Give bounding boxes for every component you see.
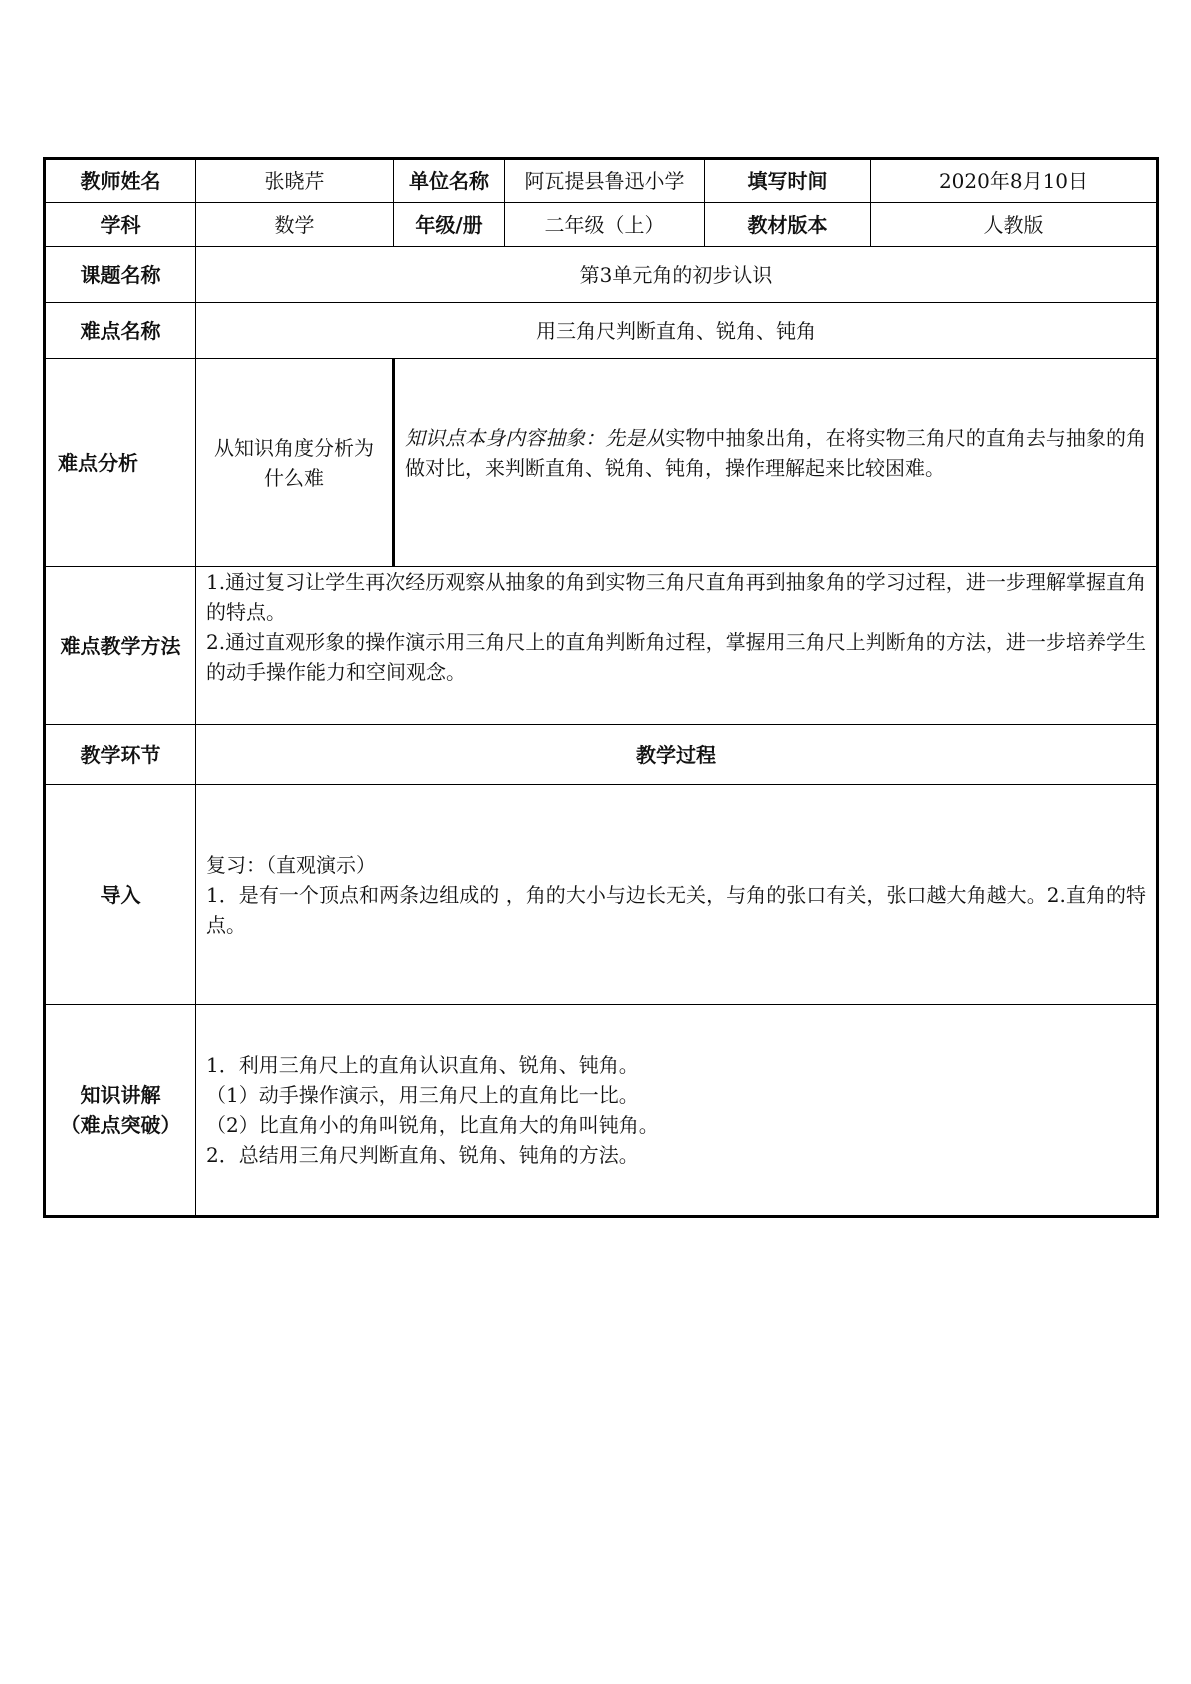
edition-value: 人教版 <box>871 203 1158 247</box>
grade-value: 二年级（上） <box>505 203 705 247</box>
analysis-sub-label: 从知识角度分析为什么难 <box>196 359 394 567</box>
intro-text <box>196 785 1158 1005</box>
method-row <box>45 567 1158 725</box>
teacher-name-label: 教师姓名 <box>45 159 196 203</box>
grade-label: 年级/册 <box>394 203 505 247</box>
explain-line-3: （2）比直角小的角叫锐角，比直角大的角叫钝角。 <box>206 1113 659 1137</box>
explain-line-4: 2．总结用三角尺判断直角、锐角、钝角的方法。 <box>206 1143 639 1167</box>
method-item-2: 2.通过直观形象的操作演示用三角尺上的直角判断角过程，掌握用三角尺上判断角的方法，进一步培养学生的动手操作能力和空间观念。 <box>206 630 1146 684</box>
analysis-text <box>394 359 1158 567</box>
explain-line-2: （1）动手操作演示，用三角尺上的直角比一比。 <box>206 1083 639 1107</box>
process-header-row <box>45 725 1158 785</box>
method-item-1: 1.通过复习让学生再次经历观察从抽象的角到实物三角尺直角再到抽象角的学习过程，进一步理解掌握直角的特点。 <box>206 570 1146 624</box>
explain-text <box>196 1005 1158 1217</box>
subject-value: 数学 <box>196 203 394 247</box>
process-title: 教学过程 <box>196 725 1158 785</box>
difficulty-value: 用三角尺判断直角、锐角、钝角 <box>196 303 1158 359</box>
explain-label <box>45 1005 196 1217</box>
analysis-text-italic: 知识点本身内容抽象：先是从 <box>405 426 666 450</box>
subject-label: 学科 <box>45 203 196 247</box>
fill-date-value: 2020年8月10日 <box>871 159 1158 203</box>
unit-name-label: 单位名称 <box>394 159 505 203</box>
analysis-text-rest: 实物中抽象出角，在将实物三角尺的直角去与抽象的角做对比，来判断直角、锐角、钝角，操作理解起来比较困难。 <box>405 426 1147 480</box>
topic-label: 课题名称 <box>45 247 196 303</box>
method-label: 难点教学方法 <box>45 567 196 725</box>
edition-label: 教材版本 <box>705 203 871 247</box>
method-text <box>196 567 1158 725</box>
intro-row <box>45 785 1158 1005</box>
header-row-2 <box>45 203 1158 247</box>
unit-name-value: 阿瓦提县鲁迅小学 <box>505 159 705 203</box>
header-row-1 <box>45 159 1158 203</box>
intro-line-2: 1．是有一个顶点和两条边组成的 ，角的大小与边长无关，与角的张口有关，张口越大角越大。2.直角的特点。 <box>206 882 1146 937</box>
difficulty-row <box>45 303 1158 359</box>
explain-row <box>45 1005 1158 1217</box>
explain-line-1: 1．利用三角尺上的直角认识直角、锐角、钝角。 <box>206 1053 639 1077</box>
lesson-plan-document <box>43 157 1156 1218</box>
intro-label: 导入 <box>45 785 196 1005</box>
analysis-label: 难点分析 <box>45 359 196 567</box>
teacher-name-value: 张晓芹 <box>196 159 394 203</box>
fill-date-label: 填写时间 <box>705 159 871 203</box>
explain-label-line-1: 知识讲解 <box>80 1083 161 1107</box>
intro-line-1: 复习：（直观演示） <box>206 852 376 877</box>
topic-value: 第3单元角的初步认识 <box>196 247 1158 303</box>
difficulty-label: 难点名称 <box>45 303 196 359</box>
process-stage-label: 教学环节 <box>45 725 196 785</box>
lesson-plan-table <box>43 157 1159 1218</box>
topic-row <box>45 247 1158 303</box>
analysis-row <box>45 359 1158 567</box>
explain-label-line-2: （难点突破） <box>60 1113 181 1137</box>
